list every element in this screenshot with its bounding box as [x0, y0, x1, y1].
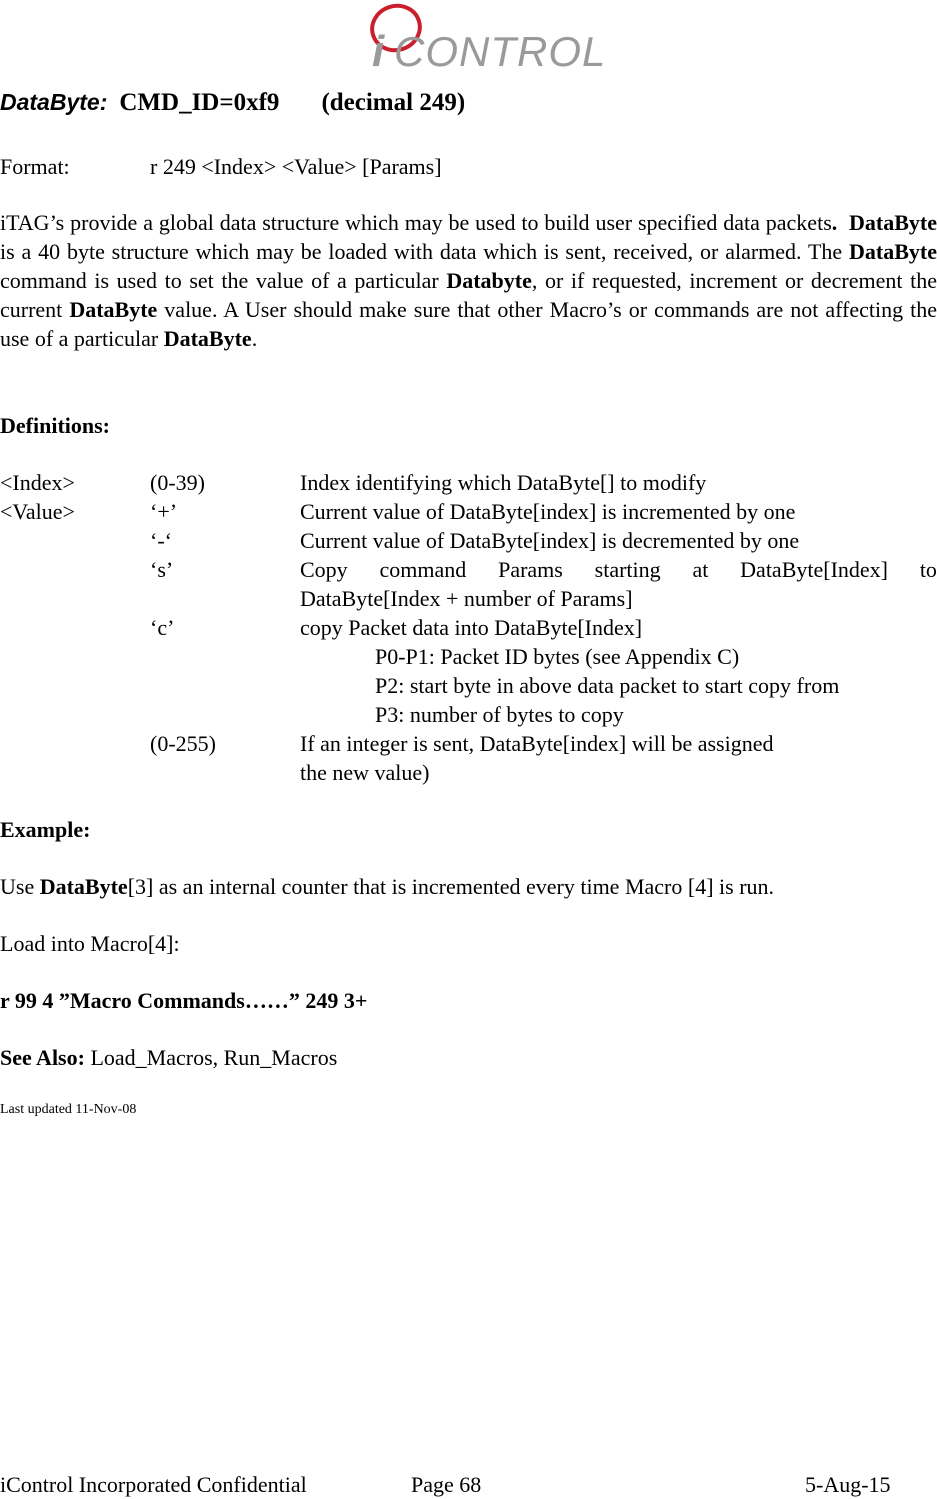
definition-row	[0, 729, 937, 758]
command-heading	[0, 88, 465, 117]
param-desc: DataByte[Index + number of Params]	[300, 586, 633, 611]
definition-row	[0, 555, 937, 584]
example-usage	[0, 872, 774, 901]
intro-text: iTAG’s provide a global data structure which may be used to build user specified data packets	[0, 210, 832, 235]
definitions-title: Definitions:	[0, 413, 110, 438]
definition-row	[0, 497, 937, 526]
desc-word: Copy	[300, 557, 348, 582]
intro-term: DataByte	[849, 239, 937, 264]
icontrol-logo	[360, 2, 607, 76]
intro-term: DataByte	[69, 297, 158, 322]
param-desc: Index identifying which DataByte[] to modify	[300, 470, 707, 495]
param-subitem: P0-P1: Packet ID bytes (see Appendix C)	[375, 644, 740, 669]
definition-row	[0, 613, 937, 642]
definition-row	[0, 584, 937, 613]
desc-word: Params	[498, 557, 563, 582]
definition-row	[0, 758, 937, 787]
usage-term: DataByte	[39, 874, 128, 899]
param-desc: Current value of DataByte[index] is incremented by one	[300, 499, 796, 524]
param-desc: Current value of DataByte[index] is decremented by one	[300, 528, 800, 553]
definition-row	[0, 526, 937, 555]
param-symbol: ‘s’	[150, 557, 174, 582]
intro-term: DataByte	[849, 210, 937, 235]
usage-text: Use	[0, 874, 40, 899]
footer-company: iControl Incorporated Confidential	[0, 1472, 307, 1497]
example-load: Load into Macro[4]:	[0, 931, 180, 956]
desc-word: command	[379, 557, 467, 582]
param-symbol: ‘+’	[150, 499, 178, 524]
desc-word: at	[692, 557, 709, 582]
see-also-label: See Also:	[0, 1045, 85, 1070]
svg-text:i: i	[372, 27, 385, 76]
example-command: r 99 4 ”Macro Commands……” 249 3+	[0, 988, 368, 1013]
intro-paragraph: iTAG’s provide a global data structure which may be used to build user specified data packets. DataByte is a 40 byte structure which may be loaded with data which is sent, received, or alarmed. The DataByte command is used to set the value of a particular Databyte, or if requested, increment or decrement the current DataByte value. A User should make sure that other Macro’s or commands are not affecting the use of a particular DataByte.	[0, 210, 937, 351]
intro-text: is a 40 byte structure which may be loaded with data which is sent, received, or alarmed. The	[0, 239, 850, 264]
footer-date: 5-Aug-15	[805, 1472, 891, 1497]
param-desc: If an integer is sent, DataByte[index] will be assigned	[300, 731, 774, 756]
param-desc	[300, 555, 937, 584]
param-subitem: P2: start byte in above data packet to start copy from	[375, 673, 840, 698]
datatype-label: DataByte:	[0, 89, 108, 115]
desc-word: starting	[594, 557, 661, 582]
intro-term: Databyte	[446, 268, 532, 293]
usage-text: [3] as an internal counter that is incremented every time Macro [4] is run.	[127, 874, 775, 899]
command-id: CMD_ID=0xf9	[119, 89, 280, 116]
param-name: <Value>	[0, 499, 75, 524]
param-name: <Index>	[0, 470, 75, 495]
param-symbol: ‘c’	[150, 615, 175, 640]
intro-text: value. A User should make sure that other Macro’s or commands are not affecting the use of a particular	[0, 297, 937, 351]
definition-row	[0, 642, 937, 671]
footer-page: Page 68	[411, 1472, 482, 1497]
param-desc: the new value)	[300, 760, 430, 785]
example-title: Example:	[0, 817, 91, 842]
param-range: (0-255)	[150, 731, 216, 756]
format-label: Format:	[0, 154, 70, 179]
see-also	[0, 1043, 337, 1072]
param-desc: copy Packet data into DataByte[Index]	[300, 615, 643, 640]
param-range: (0-39)	[150, 470, 205, 495]
last-updated: Last updated 11-Nov-08	[0, 1102, 137, 1117]
intro-text: .	[251, 326, 258, 351]
definition-row	[0, 700, 937, 729]
format-value: r 249 <Index> <Value> [Params]	[150, 154, 442, 179]
decimal-id: (decimal 249)	[321, 89, 466, 116]
param-subitem: P3: number of bytes to copy	[375, 702, 624, 727]
desc-word: DataByte[Index]	[740, 557, 888, 582]
definitions-table	[0, 468, 937, 787]
svg-text:CONTROL: CONTROL	[394, 28, 607, 75]
intro-term: DataByte	[163, 326, 252, 351]
desc-word: to	[919, 557, 937, 582]
param-symbol: ‘-‘	[150, 528, 172, 553]
intro-text: , or if requested, increment or decrement the current	[0, 268, 937, 322]
definition-row	[0, 671, 937, 700]
definition-row	[0, 468, 937, 497]
see-also-links: Load_Macros, Run_Macros	[84, 1045, 338, 1070]
intro-text: command is used to set the value of a particular	[0, 268, 447, 293]
